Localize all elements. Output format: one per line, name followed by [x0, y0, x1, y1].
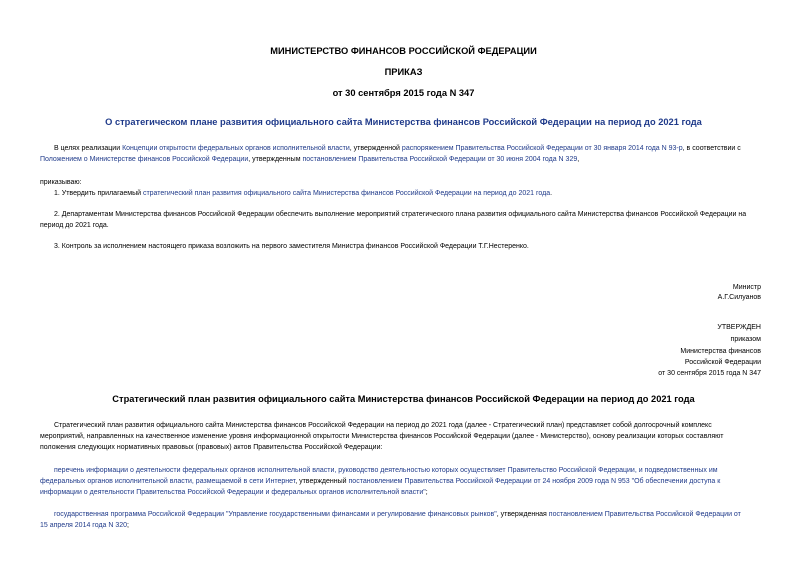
item-3: 3. Контроль за исполнением настоящего приказа возложить на первого заместителя Министра финансов Российской Федерации Т.Г.Нестеренко.: [54, 243, 529, 250]
government-decree-953-link-cont[interactable]: информации о деятельности Правительства Российской Федерации и федеральных органов исполнительной власти": [40, 489, 426, 496]
government-decree-329-link[interactable]: постановлением Правительства Российской Федерации от 30 июня 2004 года N 329: [302, 156, 578, 163]
item-1-text: 1. Утвердить прилагаемый: [54, 190, 143, 197]
preamble-text-2: , утвержденной: [349, 145, 402, 152]
doc-date-number: от 30 сентября 2015 года N 347: [332, 88, 475, 98]
bullet-1-line-3: [40, 487, 428, 498]
state-program-link[interactable]: государственная программа Российской Федерации "Управление государственными финансами и регулирование финансовых рынков": [54, 511, 497, 518]
plan-intro-line-3: положения следующих нормативных правовых (правовых) актов Правительства Российской Федерации:: [40, 444, 383, 451]
order-word: приказываю:: [40, 179, 82, 186]
preamble-line-2: [40, 154, 579, 165]
info-list-link[interactable]: федеральных органов исполнительной власти, размещаемой в сети Интернет: [40, 478, 296, 485]
bullet-1-line-2: [40, 476, 720, 487]
approval-line-2: приказом: [730, 336, 761, 343]
bullet-2-line-1: [54, 509, 741, 520]
doc-type-heading: ПРИКАЗ: [384, 67, 423, 77]
plan-title: Стратегический план развития официального сайта Министерства финансов Российской Федерации на период до 2021 года: [112, 394, 695, 404]
preamble-text-5: ,: [577, 156, 580, 163]
approval-line-5: от 30 сентября 2015 года N 347: [658, 370, 761, 377]
signature-position: Министр: [732, 284, 761, 291]
ministry-regulation-link[interactable]: Положением о Министерстве финансов Российской Федерации: [40, 156, 249, 163]
bullet-1-text: , утвержденный: [295, 478, 349, 485]
government-decree-320-link[interactable]: постановлением Правительства Российской Федерации от: [548, 511, 741, 518]
strategic-plan-link[interactable]: стратегический план развития официального сайта Министерства финансов Российской Федерации на период до 2021 года: [142, 190, 551, 197]
item-1-end: .: [550, 190, 553, 197]
approval-line-4: Российской Федерации: [684, 359, 761, 366]
bullet-2-line-2: [40, 520, 129, 531]
plan-intro-line-2: мероприятий, направленных на качественное изменение уровня информационной открытости Министерства финансов Российской Федерации (далее - Министерство), основу реализации которых составляют: [40, 433, 724, 440]
bullet-2-end: ;: [127, 522, 129, 529]
item-2-line-2: период до 2021 года.: [40, 222, 109, 229]
item-2-line-1: 2. Департаментам Министерства финансов Российской Федерации обеспечить выполнение мероприятий стратегического плана развития официального сайта Министерства финансов Российской Федерации на: [54, 211, 747, 218]
approval-line-1: УТВЕРЖДЕН: [717, 324, 761, 331]
government-decree-320-link-cont[interactable]: 15 апреля 2014 года N 320: [40, 522, 128, 529]
government-decree-953-link[interactable]: постановлением Правительства Российской Федерации от 24 ноября 2009 года N 953 "Об обеспечении доступа к: [348, 478, 721, 485]
bullet-2-text: , утвержденная: [496, 511, 549, 518]
item-1: [54, 188, 552, 199]
concept-link[interactable]: Концепции открытости федеральных органов исполнительной власти: [122, 145, 350, 152]
bullet-1-end: ;: [425, 489, 428, 496]
approval-line-3: Министерства финансов: [680, 348, 761, 355]
preamble-text-1: В целях реализации: [54, 145, 123, 152]
signature-name: А.Г.Силуанов: [717, 294, 761, 301]
government-decree-93r-link[interactable]: распоряжением Правительства Российской Федерации от 30 января 2014 года N 93-р: [401, 145, 683, 152]
ministry-heading: МИНИСТЕРСТВО ФИНАНСОВ РОССИЙСКОЙ ФЕДЕРАЦИИ: [270, 46, 537, 56]
document-title: О стратегическом плане развития официального сайта Министерства финансов Российской Федерации на период до 2021 года: [105, 117, 702, 127]
preamble-line-1: [54, 143, 741, 154]
preamble-text-4: , утвержденным: [248, 156, 303, 163]
bullet-1-line-1[interactable]: перечень информации о деятельности федеральных органов исполнительной власти, руководство деятельностью которых осуществляет Правительство Российской Федерации, и подведомственных им: [54, 467, 718, 474]
plan-intro-line-1: Стратегический план развития официального сайта Министерства финансов Российской Федерации на период до 2021 года (далее - Стратегический план) представляет собой долгосрочный комплекс: [54, 422, 712, 429]
preamble-text-3: , в соответствии с: [682, 145, 741, 152]
